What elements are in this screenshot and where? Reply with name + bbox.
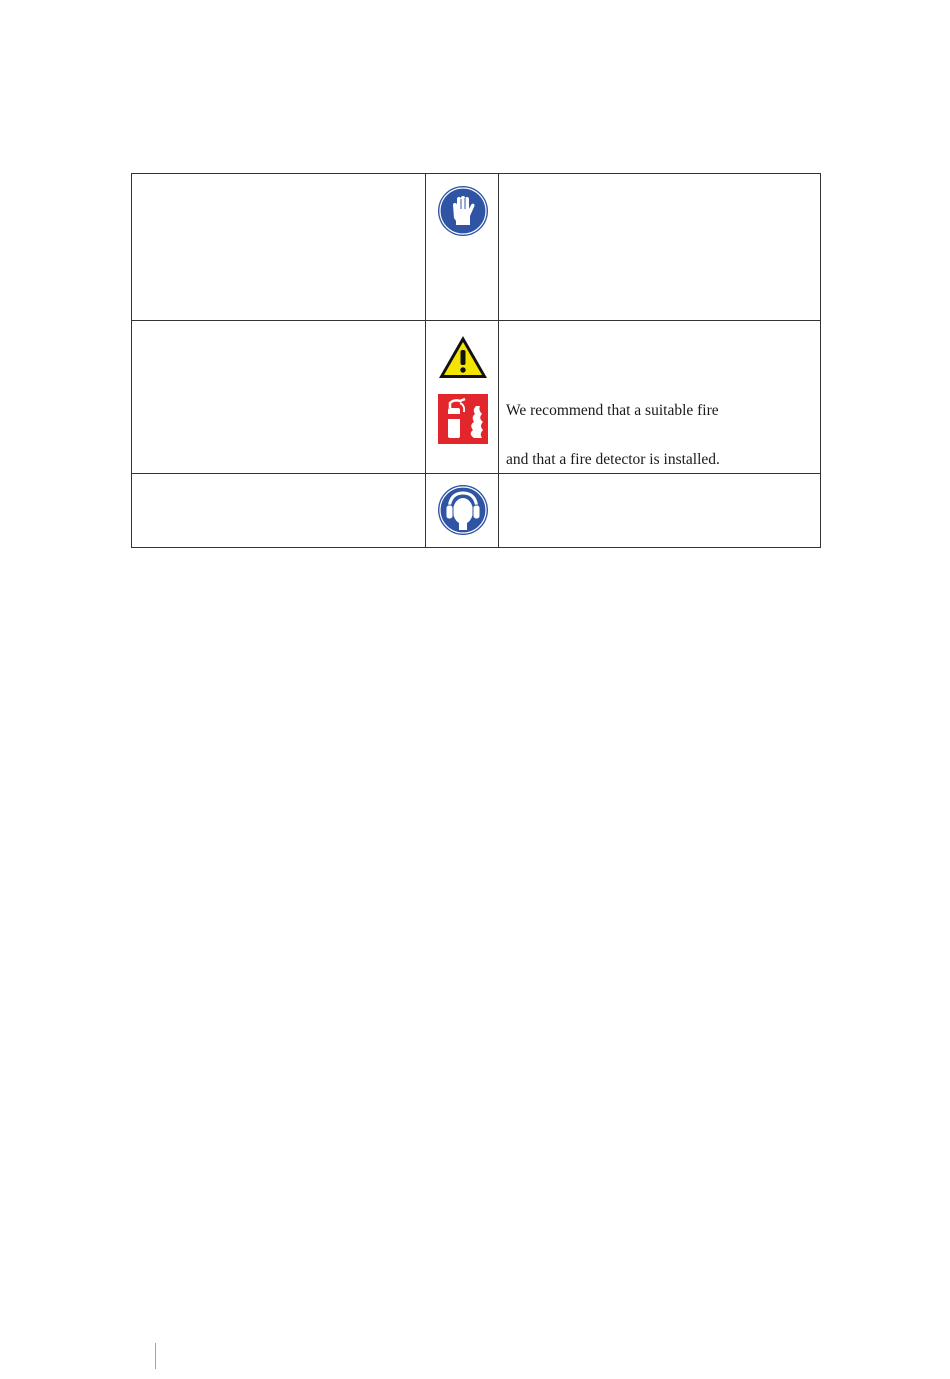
protective-gloves-icon — [437, 185, 489, 237]
icon-cell — [426, 174, 499, 321]
icon-cell — [426, 321, 499, 474]
table-row — [132, 174, 821, 321]
description-line: and that a fire detector is installed. — [506, 451, 720, 468]
description-cell — [499, 474, 821, 548]
description-cell — [499, 174, 821, 321]
safety-table — [131, 173, 821, 548]
footer-rule — [155, 1343, 156, 1369]
description-cell — [499, 321, 821, 474]
row-label-cell — [132, 474, 426, 548]
icon-cell — [426, 474, 499, 548]
table-row — [132, 474, 821, 548]
table-row — [132, 321, 821, 474]
row-label-cell — [132, 321, 426, 474]
fire-extinguisher-icon — [438, 394, 488, 444]
ear-protection-icon — [437, 484, 489, 536]
row-label-cell — [132, 174, 426, 321]
description-line: We recommend that a suitable fire — [506, 402, 719, 419]
general-warning-icon — [437, 334, 489, 380]
